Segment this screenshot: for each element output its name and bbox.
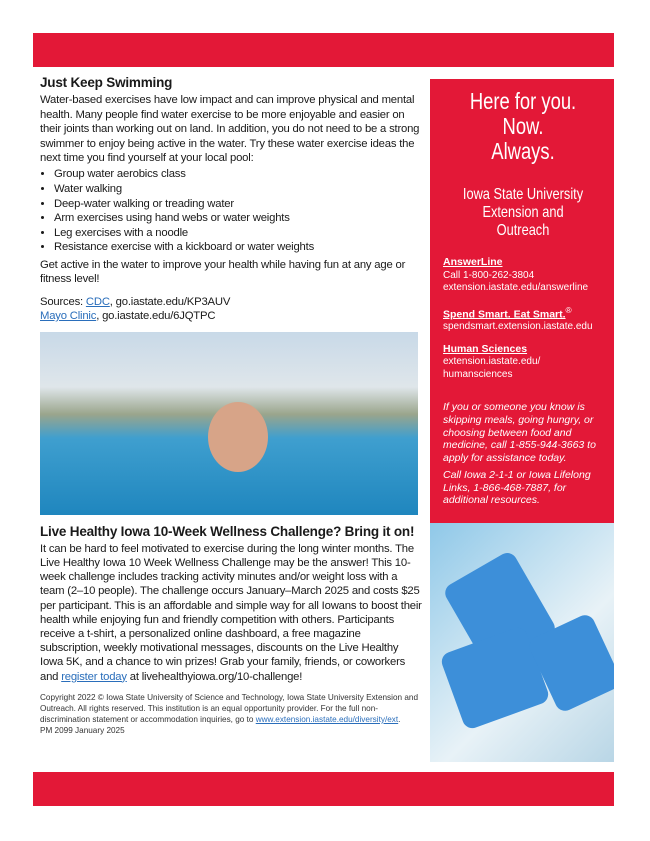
contact-line: Call 1-800-262-3804: [443, 269, 535, 281]
isu-line-2: Extension and Outreach: [482, 204, 564, 239]
contact-spendsmart: [443, 304, 603, 334]
pm-number: PM 2099 January 2025: [40, 725, 125, 735]
sources-label: Sources:: [40, 295, 86, 308]
help-text: If you or someone you know is skipping meals, going hungry, or choosing between food and medicine, call 1-855-944-3663 to apply for assistance today.: [443, 401, 596, 464]
challenge-body: [40, 542, 422, 684]
contact-line: extension.iastate.edu/answerline: [443, 282, 589, 293]
swimmer-figure: [208, 402, 268, 472]
registered-mark: ®: [565, 304, 572, 315]
copyright-end: .: [398, 714, 401, 724]
exercise-list: [54, 167, 422, 255]
help-text-2: Call Iowa 2-1-1 or Iowa Lifelong Links, 1-866-468-7887, for additional resources.: [443, 469, 591, 507]
contact-line: humansciences: [443, 368, 513, 380]
isu-logo: [459, 186, 587, 240]
contact-name[interactable]: Human Sciences: [443, 342, 528, 355]
contact-line: extension.iastate.edu/: [443, 356, 541, 368]
sidebar-panel: [430, 79, 614, 523]
isu-line-1: Iowa State University: [462, 186, 584, 203]
sources: [40, 295, 422, 324]
diversity-link[interactable]: www.extension.iastate.edu/diversity/ext: [255, 714, 399, 724]
challenge-section: [40, 525, 422, 684]
register-link[interactable]: register today: [61, 670, 127, 683]
tagline-2: Now.: [502, 113, 544, 139]
challenge-title: Live Healthy Iowa 10-Week Wellness Challenge? Bring it on!: [40, 523, 415, 539]
contact-answerline: [443, 256, 603, 295]
tagline-3: Always.: [491, 138, 555, 164]
list-item: • Resistance exercise with a kickboard or water weights: [54, 240, 422, 255]
left-column: [40, 76, 422, 736]
list-item: • Deep-water walking or treading water: [54, 197, 422, 212]
cdc-url: , go.iastate.edu/KP3AUV: [109, 295, 231, 308]
cdc-link[interactable]: CDC: [85, 295, 110, 308]
tagline: [459, 89, 587, 164]
contact-line: spendsmart.extension.iastate.edu: [443, 321, 593, 333]
list-item: • Arm exercises using hand webs or water weights: [54, 211, 422, 226]
copyright-text: Copyright 2022 © Iowa State University of Science and Technology, Iowa State University Extension and Outreach. All rights reserved. This institution is an equal opportunity provider. For the full non-discrimination statement or accommodation inquiries, go to: [40, 692, 419, 724]
challenge-text: It can be hard to feel motivated to exercise during the long winter months. The Live Healthy Iowa 10 Week Wellness Challenge may be the answer! This 10-week challenge includes tracking activity minutes and/or weight loss with a team (2–10 people). The challenge occurs January–March 2025 and costs $25 per participant. This is an affordable and simple way for all Iowans to boost their health while enjoying fun and friendly competition with others. Participants receive a t-shirt, a personalized online dashboard, a free magazine subscription, weekly motivational messages, discounts on the Live Healthy Iowa 5K, and a chance to win prizes! Grab your family, friends, or coworkers and: [40, 542, 422, 683]
contact-name[interactable]: Spend Smart. Eat Smart.: [443, 307, 566, 320]
dumbbell-photo: [430, 523, 614, 762]
contact-name[interactable]: AnswerLine: [443, 256, 503, 268]
header-band: [33, 33, 614, 67]
right-column: [430, 79, 614, 762]
swim-outro: Get active in the water to improve your health while having fun at any age or fitness level!: [40, 259, 406, 286]
contact-human-sciences: [443, 343, 603, 382]
copyright: [40, 692, 422, 736]
list-item: • Group water aerobics class: [54, 167, 422, 182]
swim-intro: Water-based exercises have low impact and can improve physical and mental health. Many people find water exercise to be more enjoyable and easier on their joints than working out on land. In addition, you do not need to be a strong swimmer to enjoy being active in the water. Try these water exercise ideas the next time you find yourself at your local pool:: [40, 94, 420, 165]
list-item: • Leg exercises with a noodle: [54, 226, 422, 241]
footer-band: [33, 772, 614, 806]
swim-title: Just Keep Swimming: [40, 75, 173, 90]
tagline-1: Here for you.: [469, 88, 577, 114]
mayo-link[interactable]: Mayo Clinic: [40, 310, 97, 323]
list-item: • Water walking: [54, 182, 422, 197]
mayo-url: , go.iastate.edu/6JQTPC: [96, 310, 216, 323]
swim-section: [40, 76, 422, 324]
pool-photo: [40, 332, 418, 515]
challenge-end: at livehealthyiowa.org/10-challenge!: [126, 670, 303, 683]
